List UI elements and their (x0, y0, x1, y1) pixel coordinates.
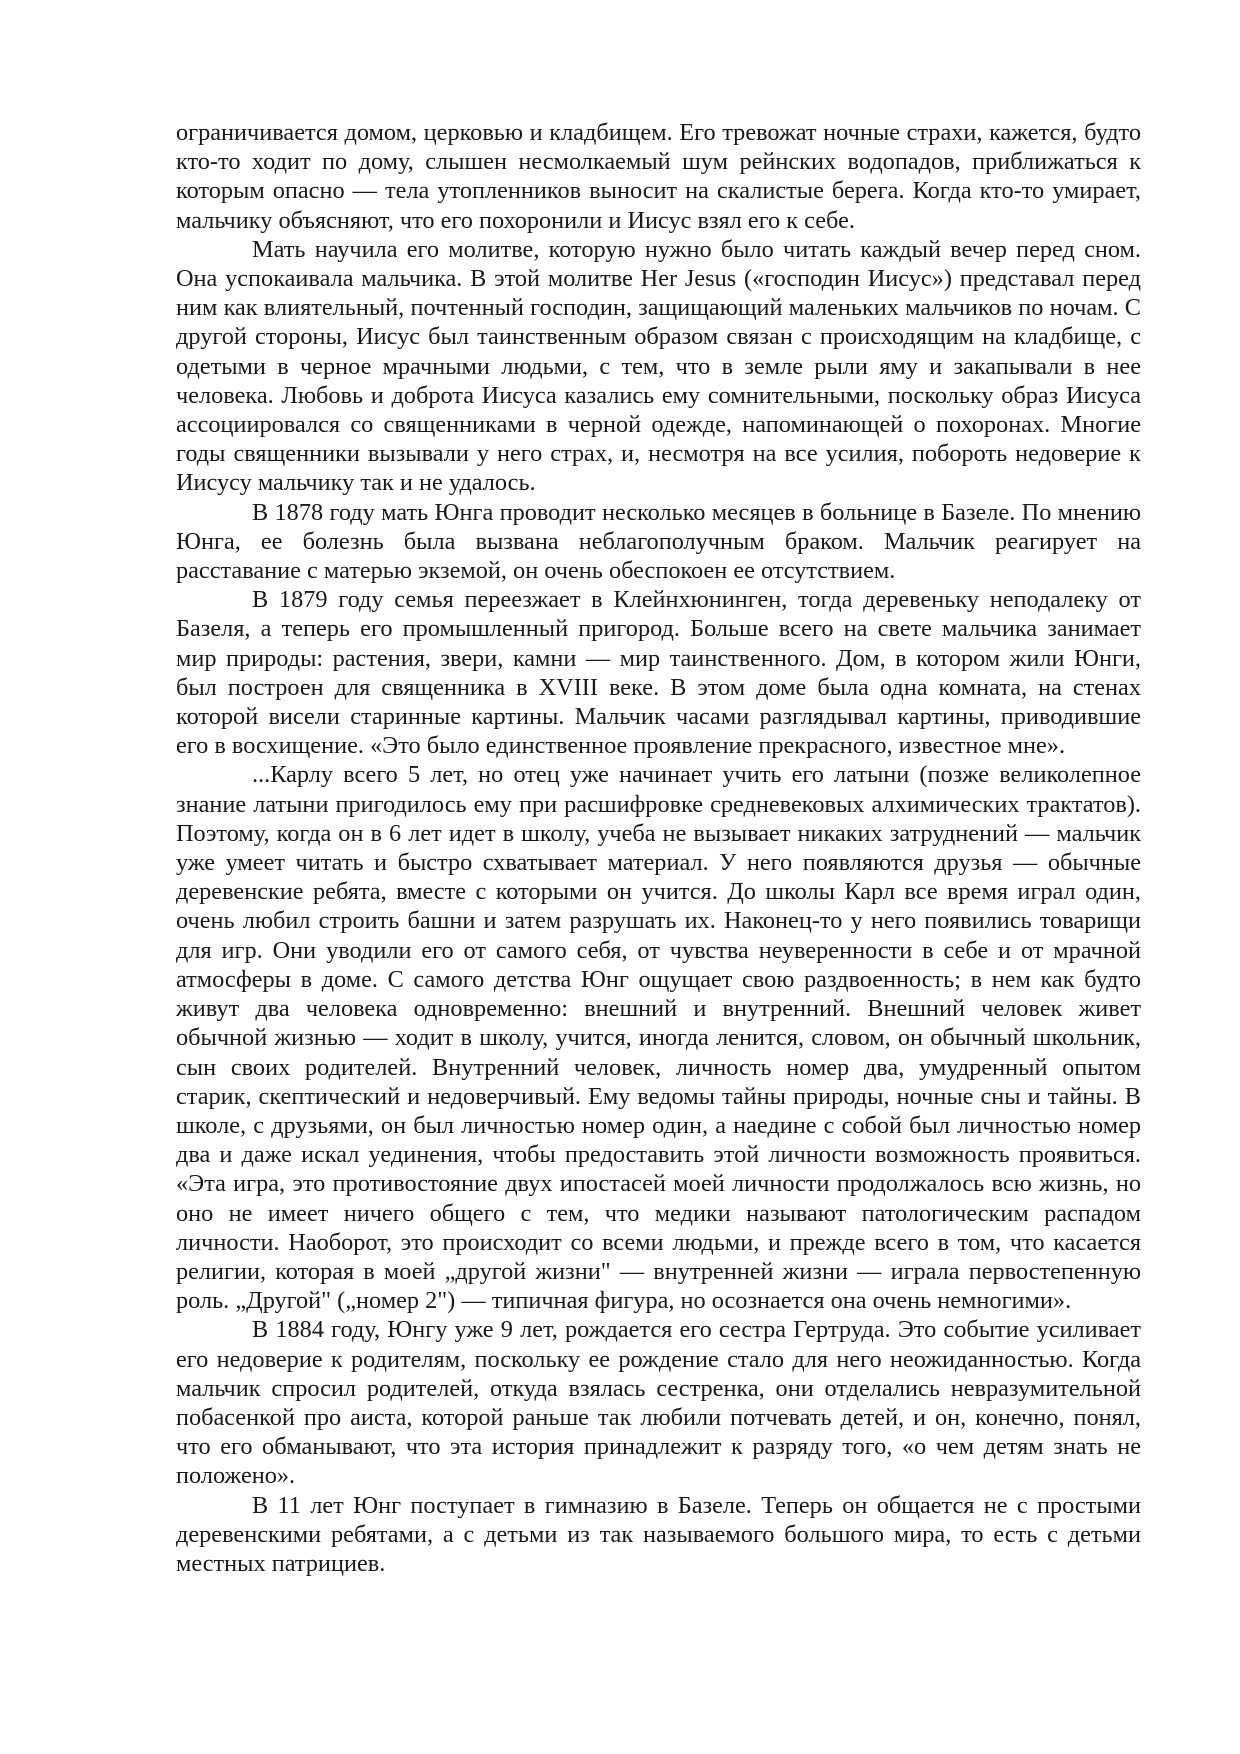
body-text (176, 118, 1141, 1578)
paragraph-5: ...Карлу всего 5 лет, но отец уже начинает учить его латыни (позже великолепное знание латыни пригодилось ему при расшифровке средневековых алхимических трактатов). Поэтому, когда он в 6 лет идет в школу, учеба не вызывает никаких затруднений — мальчик уже умеет читать и быстро схватывает материал. У него появляются друзья — обычные деревенские ребята, вместе с которыми он учится. До школы Карл все время играл один, очень любил строить башни и затем разрушать их. Наконец-то у него появились товарищи для игр. Они уводили его от самого себя, от чувства неуверенности в себе и от мрачной атмосферы в доме. С самого детства Юнг ощущает свою раздвоенность; в нем как будто живут два человека одновременно: внешний и внутренний. Внешний человек живет обычной жизнью — ходит в школу, учится, иногда ленится, словом, он обычный школьник, сын своих родителей. Внутренний человек, личность номер два, умудренный опытом старик, скептический и недоверчивый. Ему ведомы тайны природы, ночные сны и тайны. В школе, с друзьями, он был личностью номер один, а наедине с собой был личностью номер два и даже искал уединения, чтобы предоставить этой личности возможность проявиться. «Эта игра, это противостояние двух ипостасей моей личности продолжалось всю жизнь, но оно не имеет ничего общего с тем, что медики называют патологическим распадом личности. Наоборот, это происходит со всеми людьми, и прежде всего в том, что касается религии, которая в моей „другой жизни" — внутренней жизни — играла первостепенную роль. „Другой" („номер 2") — типичная фигура, но осознается она очень немногими». (176, 761, 1141, 1315)
paragraph-4: В 1879 году семья переезжает в Клейнхюнинген, тогда деревеньку неподалеку от Базеля, а теперь его промышленный пригород. Больше всего на свете мальчика занимает мир природы: растения, звери, камни — мир таинственного. Дом, в котором жили Юнги, был построен для священника в XVIII веке. В этом доме была одна комната, на стенах которой висели старинные картины. Мальчик часами разглядывал картины, приводившие его в восхищение. «Это было единственное проявление прекрасного, известное мне». (176, 586, 1141, 760)
paragraph-3: В 1878 году мать Юнга проводит несколько месяцев в больнице в Базеле. По мнению Юнга, ее болезнь была вызвана неблагополучным браком. Мальчик реагирует на расставание с матерью экземой, он очень обеспокоен ее отсутствием. (176, 498, 1141, 585)
paragraph-7: В 11 лет Юнг поступает в гимназию в Базеле. Теперь он общается не с простыми деревенскими ребятами, а с детьми из так называемого большого мира, то есть с детьми местных патрициев. (176, 1491, 1141, 1577)
paragraph-6: В 1884 году, Юнгу уже 9 лет, рождается его сестра Гертруда. Это событие усиливает его недоверие к родителям, поскольку ее рождение стало для него неожиданностью. Когда мальчик спросил родителей, откуда взялась сестренка, они отделались невразумительной побасенкой про аиста, которой раньше так любили потчевать детей, и он, конечно, понял, что его обманывают, что эта история принадлежит к разряду того, «о чем детям знать не положено». (176, 1316, 1141, 1490)
paragraph-2: Мать научила его молитве, которую нужно было читать каждый вечер перед сном. Она успокаивала мальчика. В этой молитве Her Jesus («господин Иисус») представал перед ним как влиятельный, почтенный господин, защищающий маленьких мальчиков по ночам. С другой стороны, Иисус был таинственным образом связан с происходящим на кладбище, с одетыми в черное мрачными людьми, с тем, что в земле рыли яму и закапывали в нее человека. Любовь и доброта Иисуса казались ему сомнительными, поскольку образ Иисуса ассоциировался со священниками в черной одежде, напоминающей о похоронах. Многие годы священники вызывали у него страх, и, несмотря на все усилия, побороть недоверие к Иисусу мальчику так и не удалось. (176, 235, 1141, 497)
paragraph-1: ограничивается домом, церковью и кладбищем. Его тревожат ночные страхи, кажется, будто кто-то ходит по дому, слышен несмолкаемый шум рейнских водопадов, приближаться к которым опасно — тела утопленников выносит на скалистые берега. Когда кто-то умирает, мальчику объясняют, что его похоронили и Иисус взял его к себе. (176, 119, 1141, 234)
